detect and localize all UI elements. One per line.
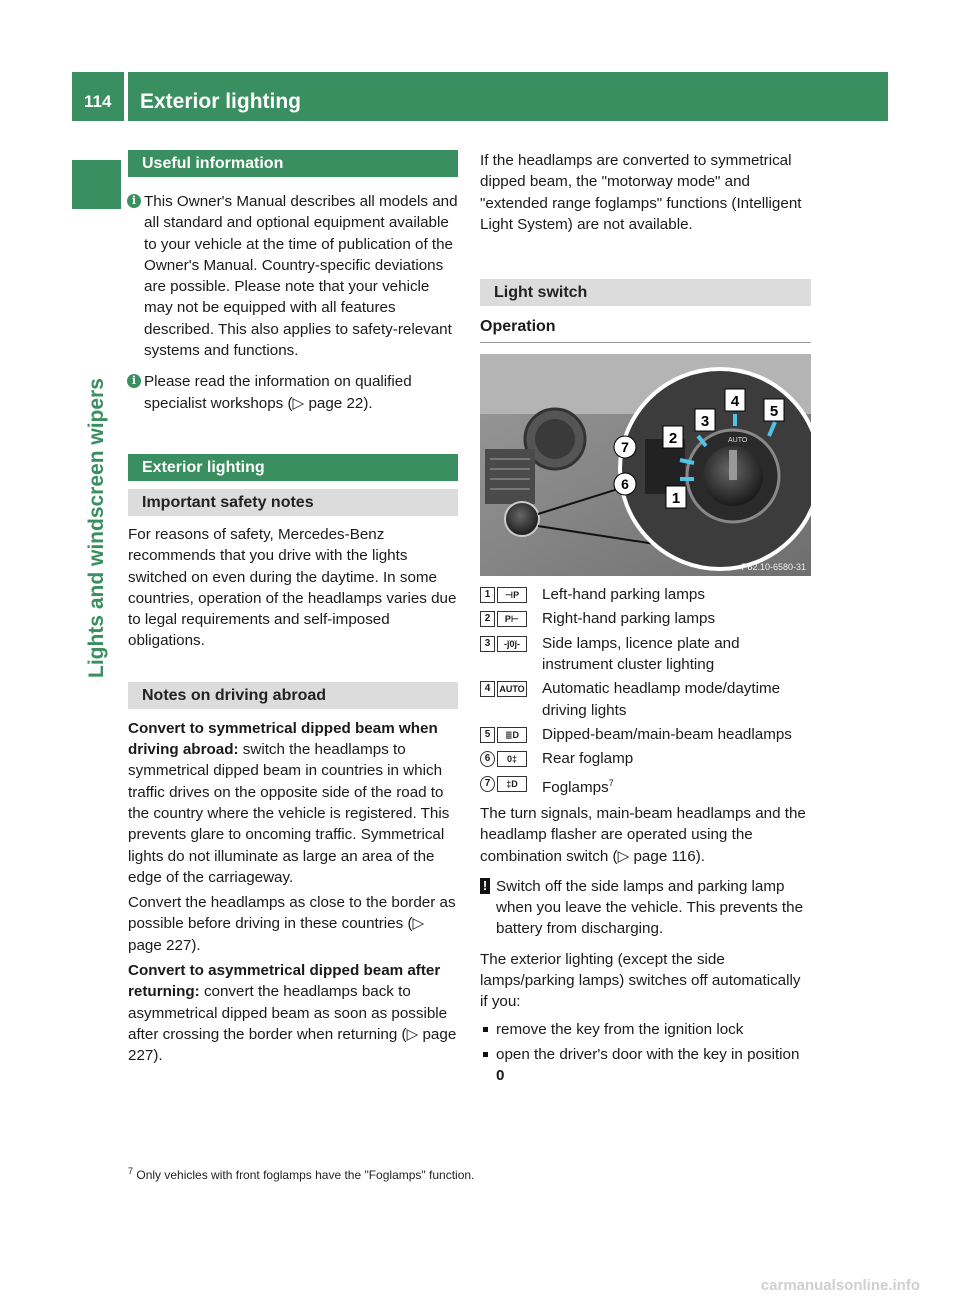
- legend-item: [480, 584, 811, 605]
- legend-symbol-icon: AUTO: [497, 681, 527, 697]
- convert-symmetrical-title: Convert to symmetrical dipped beam when driving abroad:: [128, 719, 438, 759]
- legend-text: [542, 773, 811, 798]
- info-icon: i: [127, 194, 141, 208]
- operation-heading: Operation: [480, 318, 811, 343]
- legend-text: [542, 678, 811, 721]
- safety-notes-heading: Important safety notes: [128, 489, 458, 516]
- legend-label: Foglamps: [542, 778, 609, 796]
- figure-auto-label: AUTO: [728, 437, 748, 445]
- convert-symmetrical-paragraph: [128, 718, 458, 888]
- legend-label: Dipped-beam/main-beam headlamps: [542, 725, 792, 743]
- warning-icon: !: [480, 878, 490, 894]
- light-switch-heading: Light switch: [480, 279, 811, 306]
- legend-label: Left-hand parking lamps: [542, 586, 705, 604]
- legend-symbol-icon: ⊣P: [497, 587, 527, 603]
- convert-symmetrical-text: switch the headlamps to symmetrical dipped beam in countries in which traffic drives on the opposite side of the road to the country where the vehicle is registered. This prevents glare to oncoming traffic. Symmetrical lights do not illuminate as large an area of the edge of the carriageway.: [128, 741, 450, 886]
- svg-text:7: 7: [621, 439, 629, 456]
- page-title: Exterior lighting: [140, 90, 302, 113]
- info-text-1: This Owner's Manual describes all models and all standard and optional equipment available to your vehicle at the time of publication of the Owner's Manual. Country-specific deviations are possible. Please note that your vehicle may not be equipped with all features described. This also applies to safety-relevant systems and functions.: [144, 193, 458, 360]
- key-position: 0: [496, 1067, 505, 1085]
- legend-text: [542, 633, 811, 676]
- callout-6: [614, 473, 636, 495]
- legend-number: 6: [480, 751, 495, 767]
- callout-1: [666, 486, 686, 508]
- footnote-ref: 7: [608, 777, 614, 788]
- exterior-lighting-heading: Exterior lighting: [128, 454, 458, 481]
- legend-number: 2: [480, 611, 495, 627]
- legend-number: 7: [480, 776, 495, 792]
- callout-3: [695, 409, 715, 431]
- bullet-open-door-text: open the driver's door with the key in position: [496, 1045, 800, 1063]
- info-note-2: [128, 371, 458, 414]
- left-column: [128, 150, 458, 1067]
- header-divider: [124, 72, 128, 121]
- light-switch-legend: [480, 584, 811, 798]
- legend-symbol-icon: -ǰ0ǰ-: [497, 636, 527, 652]
- figure-code: P82.10-6580-31: [741, 562, 806, 573]
- info-text-2: Please read the information on qualified specialist workshops (▷ page 22).: [144, 373, 412, 412]
- legend-text: [542, 608, 811, 629]
- callout-5: [764, 399, 784, 421]
- footnote: [128, 1166, 474, 1182]
- convert-asymmetrical-paragraph: [128, 960, 458, 1066]
- legend-item: [480, 633, 811, 676]
- legend-item: [480, 773, 811, 798]
- convert-border-text: Convert the headlamps as close to the border as possible before driving in these countries (▷ page 227).: [128, 894, 456, 954]
- svg-text:1: 1: [671, 490, 681, 508]
- legend-number: 1: [480, 587, 495, 603]
- callout-7: [614, 436, 636, 458]
- footnote-text: Only vehicles with front foglamps have the "Foglamps" function.: [136, 1168, 475, 1182]
- legend-label: Automatic headlamp mode/daytime driving lights: [542, 680, 781, 719]
- warning-note: [480, 876, 811, 940]
- footnote-number: 7: [128, 1166, 134, 1176]
- watermark: carmanualsonline.info: [760, 1277, 920, 1294]
- legend-number: 5: [480, 727, 495, 743]
- legend-label: Right-hand parking lamps: [542, 610, 716, 628]
- auto-off-text: The exterior lighting (except the side lamps/parking lamps) switches off automatically if you:: [480, 950, 801, 1011]
- light-switch-illustration: [480, 354, 811, 576]
- legend-symbol-icon: 0‡: [497, 751, 527, 767]
- callout-4: [725, 389, 745, 411]
- driving-abroad-heading: Notes on driving abroad: [128, 682, 458, 709]
- right-column: [480, 150, 811, 1086]
- turn-signals-text: The turn signals, main-beam headlamps and the headlamp flasher are operated using the combination switch (▷ page 116).: [480, 804, 806, 865]
- light-switch-figure: [480, 354, 811, 576]
- legend-symbol-icon: ‡D: [497, 776, 527, 792]
- svg-text:4: 4: [730, 393, 740, 411]
- legend-symbol-icon: ≣D: [497, 727, 527, 743]
- legend-text: [542, 748, 811, 769]
- legend-item: [480, 724, 811, 745]
- legend-symbol-icon: P⊢: [497, 611, 527, 627]
- svg-text:5: 5: [769, 403, 779, 421]
- chapter-side-title: Lights and windscreen wipers: [85, 378, 108, 678]
- callout-2: [663, 426, 683, 448]
- warning-text: Switch off the side lamps and parking lamp when you leave the vehicle. This prevents the battery from discharging.: [496, 877, 804, 938]
- legend-number: 4: [480, 681, 495, 697]
- page-number: 114: [84, 92, 112, 111]
- legend-item: [480, 748, 811, 769]
- convert-asymmetrical-title: Convert to asymmetrical dipped beam after returning:: [128, 962, 441, 1001]
- legend-label: Side lamps, licence plate and instrument cluster lighting: [542, 634, 740, 674]
- legend-text: [542, 584, 811, 605]
- convert-asymmetrical-text: convert the headlamps back to asymmetrical dipped beam as soon as possible after crossing the border when returning (▷ page 227).: [128, 983, 457, 1065]
- legend-item: [480, 678, 811, 721]
- side-tab-marker: [72, 160, 121, 209]
- bullet-open-door: [480, 1044, 811, 1087]
- safety-text: For reasons of safety, Mercedes-Benz recommends that you drive with the lights switched on even during the daytime. In some countries, operation of the headlamps varies due to legal requirements and self-imposed obligations.: [128, 525, 457, 650]
- useful-info-heading: Useful information: [128, 150, 458, 177]
- info-note-1: [128, 191, 458, 361]
- svg-text:2: 2: [668, 430, 678, 448]
- legend-label: Rear foglamp: [542, 750, 634, 768]
- legend-number: 3: [480, 636, 495, 652]
- svg-text:6: 6: [621, 476, 629, 493]
- svg-text:3: 3: [700, 413, 710, 431]
- info-icon: i: [127, 374, 141, 388]
- intro-text: If the headlamps are converted to symmetrical dipped beam, the "motorway mode" and "extended range foglamps" functions (Intelligent Light System) are not available.: [480, 152, 802, 233]
- legend-text: [542, 724, 811, 745]
- page-header: [72, 72, 888, 121]
- legend-item: [480, 608, 811, 629]
- bullet-remove-key: remove the key from the ignition lock: [480, 1019, 811, 1040]
